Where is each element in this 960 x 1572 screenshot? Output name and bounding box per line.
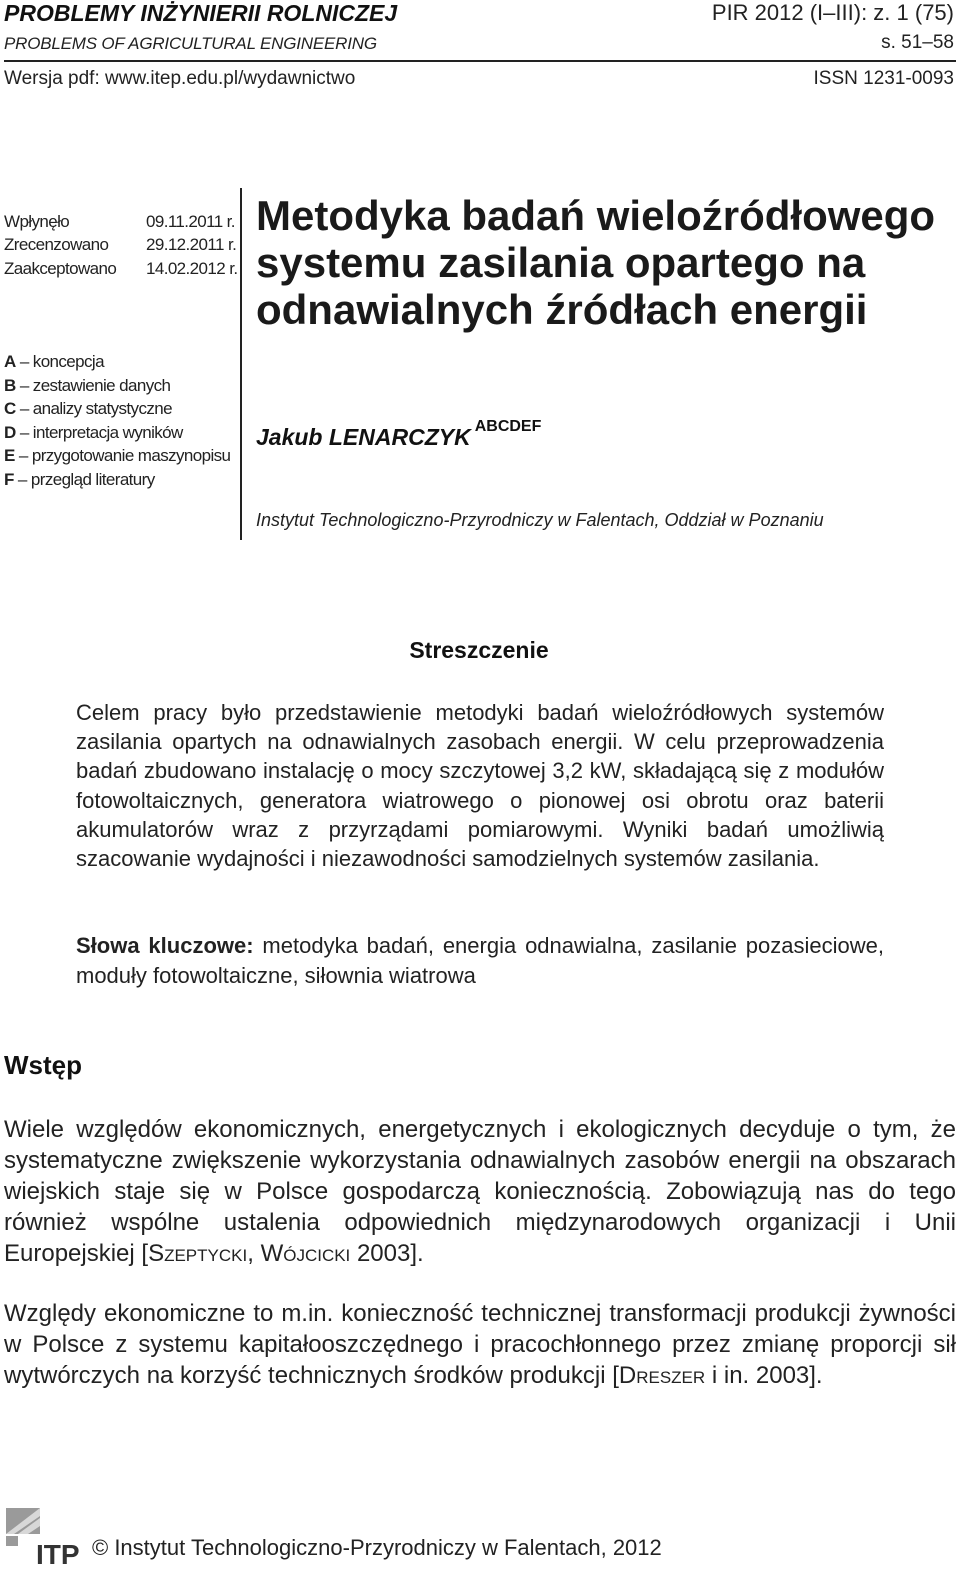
keywords-label: Słowa kluczowe: xyxy=(76,933,254,958)
header-divider xyxy=(4,60,956,62)
journal-title: PROBLEMY INŻYNIERII ROLNICZEJ xyxy=(4,0,398,26)
section-heading-intro: Wstęp xyxy=(4,1050,82,1080)
contribution-item: D – interpretacja wyników xyxy=(4,423,183,442)
date-accepted-label: Zaakceptowano xyxy=(4,259,117,278)
sidebar-divider xyxy=(240,188,242,540)
contribution-item: B – zestawienie danych xyxy=(4,376,171,395)
article-title: Metodyka badań wieloźródłowego systemu zasilania opartego na odnawialnych źródłach energii xyxy=(256,192,936,333)
date-received-value: 09.11.2011 r. xyxy=(146,212,235,231)
intro-paragraph: Wiele względów ekonomicznych, energetycznych i ekologicznych decyduje o tym, że systematyczne zwiększenie wykorzystania odnawialnych zasobów energii na obszarach wiejskich staje się w Polsce gospodarczą koniecznością. Zobowiązują nas do tego również wspólne ustalenia odpowiednich międzynarodowych organizacji i Unii Europejskiej [Szeptycki, Wójcicki 2003]. xyxy=(4,1116,956,1267)
date-received-label: Wpłynęło xyxy=(4,212,70,231)
date-reviewed-label: Zrecenzowano xyxy=(4,235,109,254)
pdf-version-link[interactable]: Wersja pdf: www.itep.edu.pl/wydawnictwo xyxy=(4,68,356,89)
citation-author: Szeptycki xyxy=(148,1240,248,1267)
keywords xyxy=(76,931,884,990)
journal-pages: s. 51–58 xyxy=(881,32,954,53)
footer-copyright: © Instytut Technologiczno-Przyrodniczy w Falentach, 2012 xyxy=(92,1535,662,1560)
logo-text: ITP xyxy=(36,1539,80,1566)
contribution-item: F – przegląd literatury xyxy=(4,470,155,489)
abstract-heading: Streszczenie xyxy=(409,637,549,663)
journal-title-en: PROBLEMS OF AGRICULTURAL ENGINEERING xyxy=(4,34,377,53)
affiliation: Instytut Technologiczno-Przyrodniczy w Falentach, Oddział w Poznaniu xyxy=(256,510,824,530)
date-reviewed-value: 29.12.2011 r. xyxy=(146,235,237,254)
contribution-item: E – przygotowanie maszynopisu xyxy=(4,446,231,465)
issn: ISSN 1231-0093 xyxy=(813,68,954,89)
contribution-item: A – koncepcja xyxy=(4,352,104,371)
author xyxy=(256,418,542,451)
intro-paragraph: Względy ekonomiczne to m.in. konieczność technicznej transformacji produkcji żywności w Polsce z systemu kapitałooszczędnego i pracochłonnego przez zmianę proporcji sił wytwórczych na korzyść technicznych środków produkcji [Dreszer i in. 2003]. xyxy=(4,1300,956,1389)
citation-author: Dreszer xyxy=(618,1362,706,1389)
contribution-item: C – analizy statystyczne xyxy=(4,399,172,418)
date-accepted-value: 14.02.2012 r. xyxy=(146,259,238,278)
author-name: Jakub LENARCZYK xyxy=(256,424,471,450)
author-contribution: ABCDEF xyxy=(474,418,542,435)
itp-logo xyxy=(2,1506,80,1566)
journal-issue: PIR 2012 (I–III): z. 1 (75) xyxy=(711,0,954,25)
keywords-list: metodyka badań, energia odnawialna, zasilanie pozasieciowe, moduły fotowoltaiczne, siłownia wiatrowa xyxy=(76,933,884,988)
abstract-text: Celem pracy było przedstawienie metodyki badań wieloźródłowych systemów zasilania opartych na odnawialnych zasobach energii. W celu przeprowadzenia badań zbudowano instalację o mocy szczytowej 3,2 kW, składającą się z modułów fotowoltaicznych, generatora wiatrowego o pionowej osi obrotu oraz baterii akumulatorów wraz z przyrządami pomiarowymi. Wyniki badań umożliwią szacowanie wydajności i niezawodności samodzielnych systemów zasilania. xyxy=(76,700,884,872)
citation-author: Wójcicki xyxy=(260,1240,351,1267)
